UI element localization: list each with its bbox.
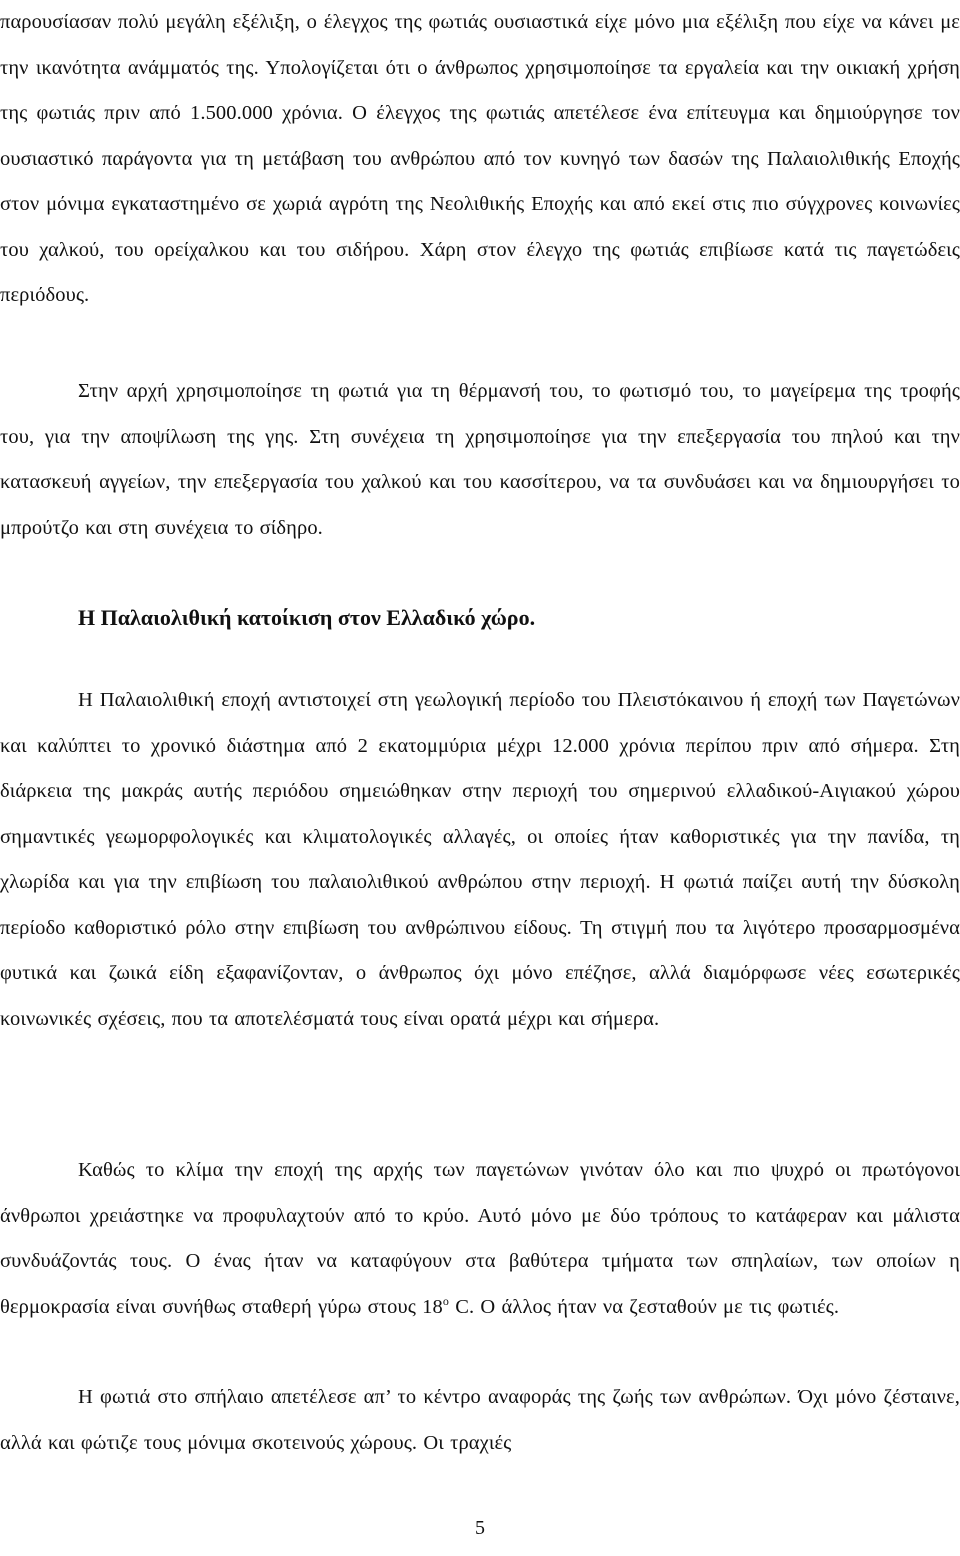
paragraph-5: Η φωτιά στο σπήλαιο απετέλεσε απ’ το κέντρο αναφοράς της ζωής των ανθρώπων. Όχι μόνο ζέσταινε, αλλά και φώτιζε τους μόνιμα σκοτεινούς χώρους. Οι τραχιές <box>0 1386 960 1454</box>
page-number: 5 <box>475 1517 485 1539</box>
paragraph-4-part-a: Καθώς το κλίμα την εποχή της αρχής των παγετώνων γινόταν όλο και πιο ψυχρό οι πρωτόγονοι άνθρωποι χρειάστηκε να προφυλαχτούν από το κρύο. Αυτό μόνο με δύο τρόπους το κατάφεραν και μάλιστα συνδυάζοντάς τους. Ο ένας ήταν να καταφύγουν στα βαθύτερα τμήματα των σπηλαίων, των οποίων η θερμοκρασία είναι συνήθως σταθερή γύρω στους 18 <box>0 1159 960 1318</box>
paragraph-4-part-b: C. Ο άλλος ήταν να ζεσταθούν με τις φωτιές. <box>448 1295 840 1318</box>
paragraph-3: Η Παλαιολιθική εποχή αντιστοιχεί στη γεωλογική περίοδο του Πλειστόκαινου ή εποχή των Παγετώνων και καλύπτει το χρονικό διάστημα από 2 εκατομμύρια μέχρι 12.000 χρόνια περίπου πριν από σήμερα. Στη διάρκεια της μακράς αυτής περιόδου σημειώθηκαν στην περιοχή του σημερινού ελλαδικού-Αιγιακού χώρου σημαντικές γεωμορφολογικές και κλιματολογικές αλλαγές, οι οποίες ήταν καθοριστικές για την πανίδα, τη χλωρίδα και για την επιβίωση του παλαιολιθικού ανθρώπου στην περιοχή. Η φωτιά παίζει αυτή την δύσκολη περίοδο καθοριστικό ρόλο στην επιβίωση του ανθρώπινου είδους. Τη στιγμή που τα λιγότερο προσαρμοσμένα φυτικά και ζωικά είδη εξαφανίζονταν, ο άνθρωπος όχι μόνο επέζησε, αλλά διαμόρφωσε νέες εσωτερικές κοινωνικές σχέσεις, που τα αποτελέσματά τους είναι ορατά μέχρι και σήμερα. <box>0 689 960 1030</box>
paragraph-1 <box>0 0 960 319</box>
paragraph-2: Στην αρχή χρησιμοποίησε τη φωτιά για τη θέρμανσή του, το φωτισμό του, το μαγείρεμα της τροφής του, για την αποψίλωση της γης. Στη συνέχεια τη χρησιμοποίησε για την επεξεργασία του πηλού και την κατασκευή αγγείων, την επεξεργασία του χαλκού και του κασσίτερου, να τα συνδυάσει και να δημιουργήσει το μπρούτζο και στη συνέχεια το σίδηρο. <box>0 380 960 539</box>
paragraph-1-part-a: παρουσίασαν πολύ μεγάλη εξέλιξη, ο έλεγχος της φωτιάς ουσιαστικά είχε μόνο μια εξέλιξη που είχε να κάνει με την ικανότητα ανάμματός της. Υπολογίζεται ότι ο άνθρωπος χρησιμοποίησε τα εργαλεία και την οικιακή χρήση της φωτιάς πριν από 1.500.000 χρόνια. <box>0 11 960 124</box>
degree-superscript: ο <box>442 1293 449 1308</box>
paragraph-1-part-b: Ο έλεγχος της φωτιάς απετέλεσε ένα επίτευγμα και δημιούργησε τον ουσιαστικό παράγοντα για τη μετάβαση του ανθρώπου από τον κυνηγό των δασών της Παλαιολιθικής Εποχής στον μόνιμα εγκαταστημένο σε χωριά αγρότη της Νεολιθικής Εποχής και από εκεί στις πιο σύγχρονες κοινωνίες του χαλκού, του ορείχαλκου και του σιδήρου. Χάρη στον έλεγχο της φωτιάς επιβίωσε κατά τις παγετώδεις περιόδους. <box>0 102 960 306</box>
paragraph-4 <box>0 1148 960 1330</box>
section-heading: Η Παλαιολιθική κατοίκιση στον Ελλαδικό χώρο. <box>78 605 536 630</box>
